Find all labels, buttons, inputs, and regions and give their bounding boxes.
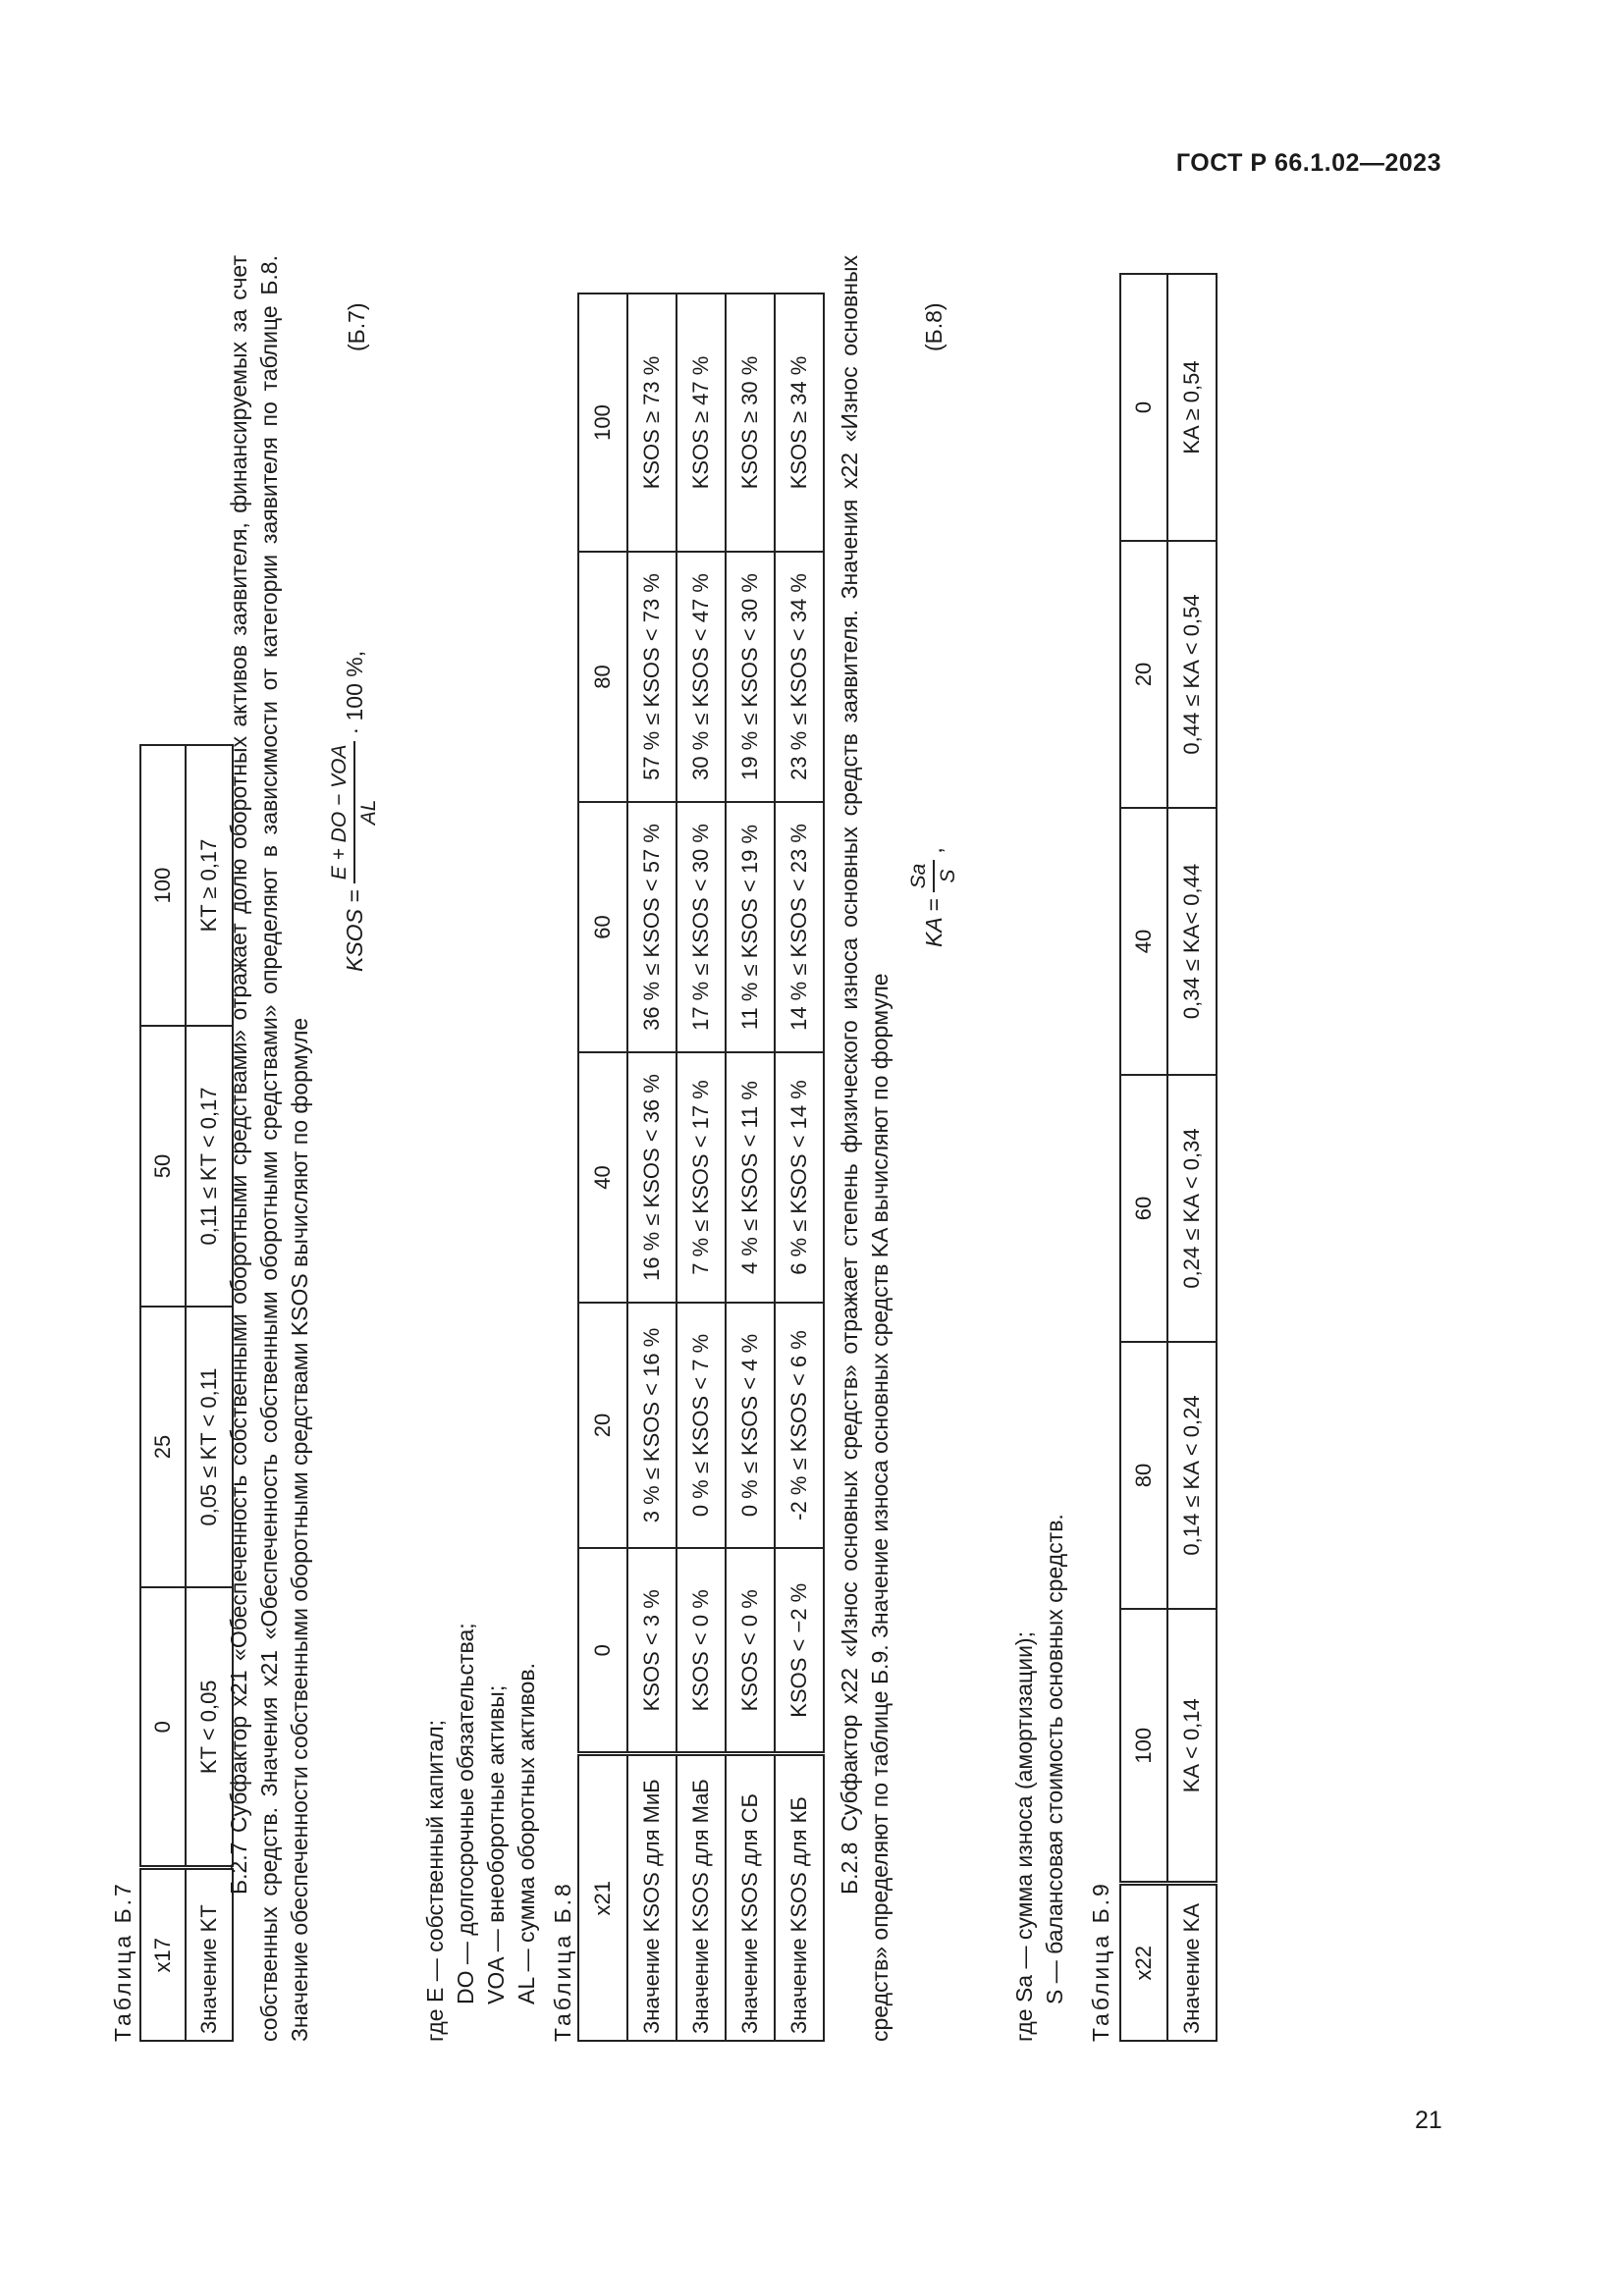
table-b9-cell: KA ≥ 0,54 <box>1167 274 1217 541</box>
legend-line: AL — сумма оборотных активов. <box>514 1663 540 2004</box>
table-b9-cell: KA < 0,14 <box>1167 1609 1217 1884</box>
formula-b7 <box>326 651 384 972</box>
section-b28-legend <box>1009 1514 1070 2042</box>
table-b8-cell: KSOS ≥ 30 % <box>726 294 775 552</box>
table-b9-row-label: Значение KA <box>1167 1884 1217 2041</box>
table-b9-header-cell: 60 <box>1120 1075 1167 1342</box>
table-b9-cell: 0,44 ≤ KA < 0,54 <box>1167 541 1217 808</box>
table-b8-header-row <box>578 294 627 2041</box>
table-b8-caption: Таблица Б.8 <box>550 1881 575 2042</box>
table-b9-caption: Таблица Б.9 <box>1088 1881 1113 2042</box>
legend-line: DO — долгосрочные обязательства; <box>453 1623 479 2004</box>
table-b8-cell: 0 % ≤ KSOS < 4 % <box>726 1303 775 1548</box>
table-b9-cell: 0,24 ≤ KA < 0,34 <box>1167 1075 1217 1342</box>
formula-b7-suffix: · 100 %, <box>341 650 367 735</box>
legend-line: VOA — внеоборотные активы; <box>483 1684 510 2004</box>
table-b8-cell: KSOS ≥ 34 % <box>775 294 824 552</box>
table-b8-cell: 11 % ≤ KSOS < 19 % <box>726 802 775 1052</box>
table-b9-cell: 0,34 ≤ KA< 0,44 <box>1167 808 1217 1075</box>
table-b8-cell: 30 % ≤ KSOS < 47 % <box>677 552 726 802</box>
formula-b7-number: (Б.7) <box>344 302 369 351</box>
table-b7-header-cell: 25 <box>140 1307 186 1587</box>
table-b8-cell: 17 % ≤ KSOS < 30 % <box>677 802 726 1052</box>
table-b8-cell: KSOS < 0 % <box>726 1548 775 1754</box>
table-b9-header-cell: x22 <box>1120 1884 1167 2041</box>
table-b9-header-cell: 80 <box>1120 1342 1167 1609</box>
formula-b7-fraction <box>326 741 384 884</box>
table-b9 <box>1119 273 1218 2042</box>
section-b28-paragraph: Б.2.8 Субфактор x22 «Износ основных средств» отражает степень физического износа основных средств заявителя. Значения x22 «Износ основных средств» определяют по таблице Б.9. Значение износа основных средств KA вычисляют по формуле <box>837 255 893 2042</box>
table-b9-header-cell: 0 <box>1120 274 1167 541</box>
table-b8-cell: 57 % ≤ KSOS < 73 % <box>627 552 677 802</box>
formula-b7-lhs: KSOS = <box>341 889 367 972</box>
table-b8-cell: 23 % ≤ KSOS < 34 % <box>775 552 824 802</box>
table-b8-cell: KSOS < 3 % <box>627 1548 677 1754</box>
table-b7-cell: 0,05 ≤ KT < 0,11 <box>186 1307 233 1587</box>
formula-b8-number: (Б.8) <box>921 302 947 351</box>
table-b8-header-cell: 100 <box>578 294 627 552</box>
legend-line: S — балансовая стоимость основных средств. <box>1042 1514 1068 2004</box>
table-row <box>677 294 726 2041</box>
table-b8-header-cell: 80 <box>578 552 627 802</box>
table-b7-header-cell: 50 <box>140 1026 186 1307</box>
table-b8-header-cell: 40 <box>578 1052 627 1303</box>
table-b7-cell: 0,11 ≤ KT < 0,17 <box>186 1026 233 1307</box>
table-b8-cell: 36 % ≤ KSOS < 57 % <box>627 802 677 1052</box>
table-b8-cell: KSOS ≥ 47 % <box>677 294 726 552</box>
table-b7-cell: KT < 0,05 <box>186 1587 233 1868</box>
table-b7-header-cell: 100 <box>140 745 186 1026</box>
table-b8-cell: 7 % ≤ KSOS < 17 % <box>677 1052 726 1303</box>
formula-b8 <box>905 847 963 947</box>
table-b8-header-cell: 20 <box>578 1303 627 1548</box>
table-b8-header-cell: 0 <box>578 1548 627 1754</box>
formula-b8-denominator: S <box>937 869 960 883</box>
section-b27-legend <box>420 1623 542 2042</box>
table-b8-row-label: Значение KSOS для СБ <box>726 1754 775 2041</box>
table-b7-row-label: Значение KT <box>186 1868 233 2041</box>
formula-b8-lhs: KA = <box>920 898 947 947</box>
table-b8-cell: 0 % ≤ KSOS < 7 % <box>677 1303 726 1548</box>
table-b7-header-cell: x17 <box>140 1868 186 2041</box>
document-header: ГОСТ Р 66.1.02—2023 <box>1175 149 1441 177</box>
table-b8-row-label: Значение KSOS для МаБ <box>677 1754 726 2041</box>
table-b8-cell: 19 % ≤ KSOS < 30 % <box>726 552 775 802</box>
formula-b7-denominator: AL <box>357 799 381 826</box>
table-b8-header-cell: 60 <box>578 802 627 1052</box>
table-b9-header-row <box>1120 274 1167 2041</box>
table-row <box>627 294 677 2041</box>
table-b8-header-cell: x21 <box>578 1754 627 2041</box>
table-b7-header-row <box>140 745 186 2041</box>
legend-line: где Sa — сумма износа (амортизации); <box>1011 1631 1037 2042</box>
page-number: 21 <box>1415 2107 1442 2134</box>
section-b27-paragraph: Б.2.7 Субфактор x21 «Обеспеченность собственными оборотными средствами» отражает долю оборотных активов заявителя, финансируемых за счет собственных средств. Значения x21 «Обеспеченность собственными оборотными средствами» определяют в зависимости от категории заявителя по таблице Б.8. Значение обеспеченности собственными оборотными средствами KSOS вычисляют по формуле <box>226 255 313 2042</box>
table-b8-row-label: Значение KSOS для КБ <box>775 1754 824 2041</box>
table-b8-cell: KSOS < −2 % <box>775 1548 824 1754</box>
table-b7-caption: Таблица Б.7 <box>110 1881 135 2042</box>
table-b8-cell: 16 % ≤ KSOS < 36 % <box>627 1052 677 1303</box>
table-b9-cell: 0,14 ≤ KA < 0,24 <box>1167 1342 1217 1609</box>
table-b8-row-label: Значение KSOS для МиБ <box>627 1754 677 2041</box>
rotated-page-content <box>108 255 1414 2042</box>
table-b9-header-cell: 20 <box>1120 541 1167 808</box>
table-b8-cell: 3 % ≤ KSOS < 16 % <box>627 1303 677 1548</box>
table-b8-cell: 4 % ≤ KSOS < 11 % <box>726 1052 775 1303</box>
table-b7-cell: KT ≥ 0,17 <box>186 745 233 1026</box>
table-row <box>775 294 824 2041</box>
table-b8 <box>577 293 825 2042</box>
table-b7-header-cell: 0 <box>140 1587 186 1868</box>
table-b8-cell: KSOS < 0 % <box>677 1548 726 1754</box>
formula-b8-numerator: Sa <box>905 860 935 893</box>
table-b7 <box>139 744 234 2042</box>
table-b8-cell: 14 % ≤ KSOS < 23 % <box>775 802 824 1052</box>
formula-b8-suffix: , <box>920 847 947 854</box>
legend-line: где E — собственный капитал; <box>422 1719 448 2042</box>
table-b8-cell: KSOS ≥ 73 % <box>627 294 677 552</box>
formula-b8-fraction <box>905 860 963 893</box>
table-b9-value-row <box>1167 274 1217 2041</box>
table-b8-cell: -2 % ≤ KSOS < 6 % <box>775 1303 824 1548</box>
table-b9-header-cell: 40 <box>1120 808 1167 1075</box>
table-row <box>726 294 775 2041</box>
table-b9-header-cell: 100 <box>1120 1609 1167 1884</box>
formula-b7-numerator: E + DO − VOA <box>326 741 355 884</box>
table-b8-cell: 6 % ≤ KSOS < 14 % <box>775 1052 824 1303</box>
